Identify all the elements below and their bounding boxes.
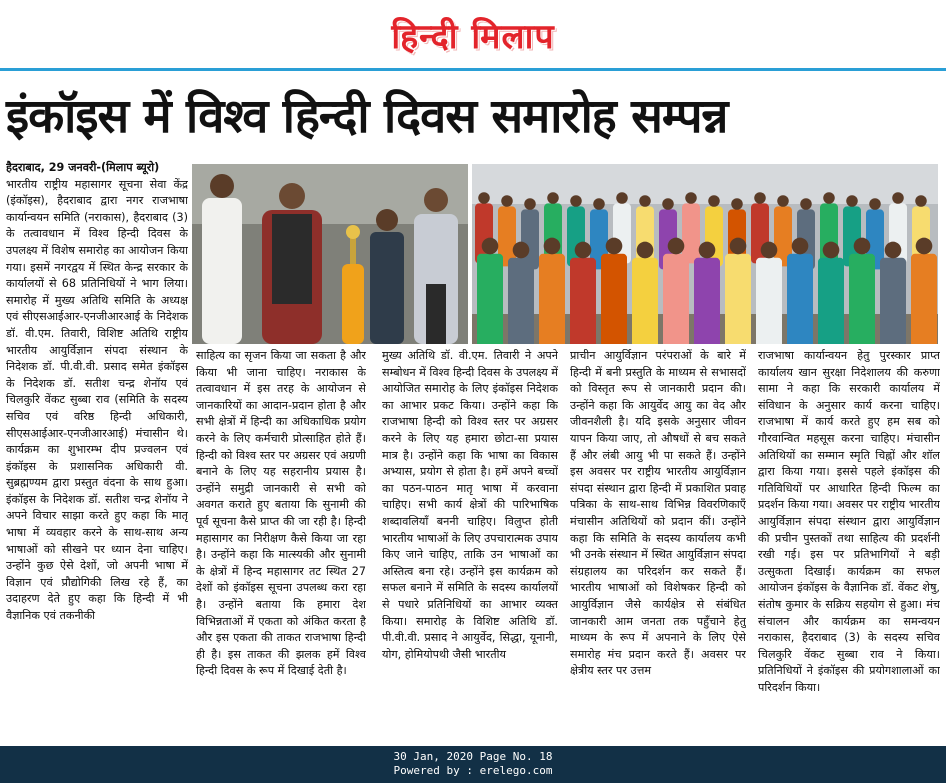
front-row-person-head [575,242,592,259]
back-row-person-head [823,192,835,204]
front-row-person-body [632,258,658,344]
front-row-person-body [880,258,906,344]
back-row-person-head [524,198,536,210]
newspaper-logo: हिन्दी मिलाप [391,17,555,57]
front-row-person-head [730,238,747,255]
back-row-person-head [501,195,513,207]
front-row-person-body [539,254,565,344]
group-photo [472,164,938,344]
front-row-person-body [508,258,534,344]
article-column-1 [6,160,188,746]
back-row-person-head [616,192,628,204]
front-row-person-head [885,242,902,259]
back-row-person-head [547,192,559,204]
article-column-5: राजभाषा कार्यान्वयन हेतु पुरस्कार प्राप्त कार्यालय खान सुरक्षा निदेशालय की करुणा सामा ने कहा कि सरकारी कार्यालय में संविधान के अनुसार कार्य करना चाहिए। राजभाषा में कार्य करते हुए हम सब को गौरवान्वित महसूस करना चाहिए। मंचासीन अतिथियों का सम्मान स्मृति चिह्नों और शॉल द्वारा किया गया। इससे पहले इंकॉइस की गतिविधियों पर आधारित हिन्दी फिल्म का प्रदर्शन किया गया। अवसर पर राष्ट्रीय भारतीय आयुर्विज्ञान संपदा संस्थान द्वारा आयुर्विज्ञान की प्रचीन पुस्तकों तथा साहित्य की प्रदर्शनी रखी गई। इस पर प्रतिभागियों ने बड़ी उत्सुकता दिखाई। कार्यक्रम का सफल आयोजन इंकॉइस के वैज्ञानिक डॉ. वेंकट शेषु, संतोष कुमार के सक्रिय सहयोग से हुआ। मंच संचालन और कार्यक्रम का समन्वयन नराकास, हैदराबाद (3) के सदस्य सचिव चिलकुरि वेंकट सुब्बा राव ने किया। प्रतिनिधियों ने इंकॉइस की प्रयोगशालाओं का परिदर्शन किया। [758,349,940,694]
back-row-person-head [478,192,490,204]
back-row-person-head [892,192,904,204]
dateline: हैदराबाद, 29 जनवरी-(मिलाप ब्यूरो) [6,161,160,174]
front-row-person-body [477,254,503,344]
page-footer [0,746,946,783]
back-row-person-head [708,195,720,207]
front-row-person-body [787,254,813,344]
article-headline: इंकॉइस में विश्व हिन्दी दिवस समारोह सम्पन्न [6,89,728,144]
footer-powered-by: Powered by : erelego.com [393,764,553,777]
back-row-person-head [777,195,789,207]
front-row-person-body [725,254,751,344]
back-row-person-head [731,198,743,210]
front-row-person-head [823,242,840,259]
front-row-person-body [570,258,596,344]
back-row-person-head [846,195,858,207]
front-row-person-head [699,242,716,259]
article-column-3: मुख्य अतिथि डॉ. वी.एम. तिवारी ने अपने सम्बोधन में विश्व हिन्दी दिवस के उपलक्ष्य में आयोजित समारोह के लिए इंकॉइस निदेशक का आभार प्रकट किया। उन्होंने कहा कि राजभाषा हिन्दी को विश्व स्तर पर अग्रसर करने के लिए यह हमारा छोटा-सा प्रयास मात्र है। उन्होंने कहा कि भाषा का विकास अभ्यास, प्रयोग से होता है। हमें अपने बच्चों का पठन-पाठन मातृ भाषा में करवाना चाहिए। सभी कार्य क्षेत्रों की पारिभाषिक शब्दावलियाँ बननी चाहिए। विलुप्त होती भारतीय भाषाओं के लिए उपचारात्मक उपाय किए जाने चाहिए, ताकि उन भाषाओं का अस्तित्व बना रहे। उन्होंने इस कार्यक्रम को सफल बनाने में समिति के सदस्य कार्यालयों से पधारे प्रतिनिधियों का आभार व्यक्त किया। समारोह के विशिष्ट अतिथि डॉ. पी.वी.वी. प्रसाद ने आयुर्वेद, सिद्धा, यूनानी, योग, होमियोपथी जैसी भारतीय [382,349,558,661]
front-row-person-head [668,238,685,255]
back-row-person-head [639,195,651,207]
back-row-person-head [685,192,697,204]
front-row-person-head [637,242,654,259]
masthead-divider [0,68,946,71]
column-1-text: भारतीय राष्ट्रीय महासागर सूचना सेवा केंद्र (इंकॉइस), हैदराबाद द्वारा नगर राजभाषा कार्यान्वयन समिति (नराकास), हैदराबाद (3) के तत्वावधान में विश्व हिन्दी दिवस के उपलक्ष्य में विशेष समारोह का आयोजन किया गया। इसमें नगरद्वय में स्थित केन्द्र सरकार के कार्यालयों से 68 प्रतिनिधियों ने भाग लिया। समारोह में मुख्य अतिथि समिति के अध्यक्ष एवं सीएसआईआर-एनजीआरआई के निदेशक डॉ. वी.एम. तिवारी, विशिष्ट अतिथि राष्ट्रीय भारतीय आयुर्विज्ञान संपदा संस्थान के निदेशक डॉ. पी.वी.वी. प्रसाद समेत इंकॉइस के निदेशक डॉ. सतीश चन्द्र शेनॉय एवं चिलकुरि वेंकट सुब्बा राव (समिति के सदस्य सचिव एवं वरिष्ठ हिन्दी अधिकारी, सीएसआईआर-एनजीआरआई) मंचासीन थे। कार्यक्रम का शुभारम्भ दीप प्रज्वलन एवं इंकॉइस के प्रशासनिक अधिकारी वी. सुब्रह्मण्यम द्वारा प्रस्तुत वंदना के साथ हुआ। इंकॉइस के निदेशक डॉ. सतीश चन्द्र शेनॉय ने अपने विचार साझा करते हुए कहा कि मातृ भाषा में व्यवहार करने के साथ-साथ अन्य भाषाओं को सीखने पर ध्यान देना चाहिए। उन्होंने कुछ ऐसे देशों, जो अपनी भाषा में विज्ञान एवं प्रौद्योगिकी लिख रहे हैं, का उदाहरण देते हुए कहा कि हिन्दी में भी वैज्ञानिक एवं तकनीकी [6,177,188,623]
back-row-person-head [869,198,881,210]
article-column-2: साहित्य का सृजन किया जा सकता है और किया भी जाना चाहिए। नराकास के तत्वावधान में इस तरह के आयोजन से जानकारियों का आदान-प्रदान होता है और सभी क्षेत्रों में हिन्दी का अधिकाधिक प्रयोग करने के लिए कर्मचारी प्रोत्साहित होते हैं। हिन्दी को विश्व स्तर पर अग्रसर एवं अग्रणी बनाने के लिए यह सहरानीय प्रयास है। उन्होंने समुद्री जानकारी से सभी को अवगत कराते हुए बताया कि सुनामी की पूर्व सूचना कैसे प्राप्त की जा रही है। हिन्दी महासागर का निरीक्षण कैसे किया जा रहा है। उन्होंने कहा कि मात्स्यकी और सुनामी के क्षेत्रों में हिन्द महासागर तट स्थित 27 देशों को इंकॉइस सूचना उपलब्ध करा रहा है। उन्होंने बताया कि हमारा देश विभिन्नताओं में एकता को अंकित करता है और इस एकता की ताकत राजभाषा हिन्दी ही है। इस ताकत की झलक हमें विश्व हिन्दी दिवस के रूप में दिखाई देती है। [196,349,366,678]
lamp-lighting-illustration [192,164,468,344]
front-row-person-head [544,238,561,255]
front-row-person-body [911,254,937,344]
masthead [0,0,946,68]
front-row-person-head [606,238,623,255]
front-row-person-body [601,254,627,344]
back-row-person-head [662,198,674,210]
front-row-person-head [854,238,871,255]
front-row-person-body [849,254,875,344]
front-row-person-head [761,242,778,259]
front-row-person-body [663,254,689,344]
front-row-person-body [756,258,782,344]
back-row-person-head [915,195,927,207]
article-column-4: प्राचीन आयुर्विज्ञान परंपराओं के बारे में हिन्दी में बनी प्रस्तुति के माध्यम से सभासदों को विस्तृत रूप से जानकारी प्रदान की। उन्होंने कहा कि आयुर्वेद आयु का वेद और जीवनशैली है। यदि इसके अनुसार जीवन यापन किया जाए, तो औषधों से बच सकते हैं और लंबी आयु भी पा सकते हैं। उन्होंने इस अवसर पर राष्ट्रीय भारतीय आयुर्विज्ञान संपदा संस्थान द्वारा हिन्दी में प्रकाशित प्रवाह पत्रिका के साथ-साथ विभिन्न विवरणिकाएँ मंचासीन अतिथियों को प्रदान कीं। उन्होंने कहा कि समिति के सदस्य कार्यालय कभी भी उनके संस्थान में स्थित आयुर्विज्ञान संपदा संग्रहालय का परिदर्शन कर सकते हैं। भारतीय भाषाओं को विशेषकर हिन्दी को आयुर्विज्ञान जैसे कार्यक्षेत्र से संबंधित जानकारी आम जनता तक पहुँचाने हेतु माध्यम के रूप में अपनाने के लिए ऐसे समारोह मंच प्रदान करते हैं। अवसर पर क्षेत्रीय स्तर पर उत्तम [570,349,746,678]
front-row-person-head [482,238,499,255]
back-row-person-head [800,198,812,210]
group-photo-illustration [472,164,938,344]
back-row-person-head [593,198,605,210]
lamp-lighting-photo [192,164,468,344]
back-row-person-head [570,195,582,207]
front-row-person-head [916,238,933,255]
footer-date-page: 30 Jan, 2020 Page No. 18 [393,750,553,763]
front-row-person-head [513,242,530,259]
front-row-person-body [818,258,844,344]
back-row-person-head [754,192,766,204]
front-row-person-body [694,258,720,344]
front-row-person-head [792,238,809,255]
